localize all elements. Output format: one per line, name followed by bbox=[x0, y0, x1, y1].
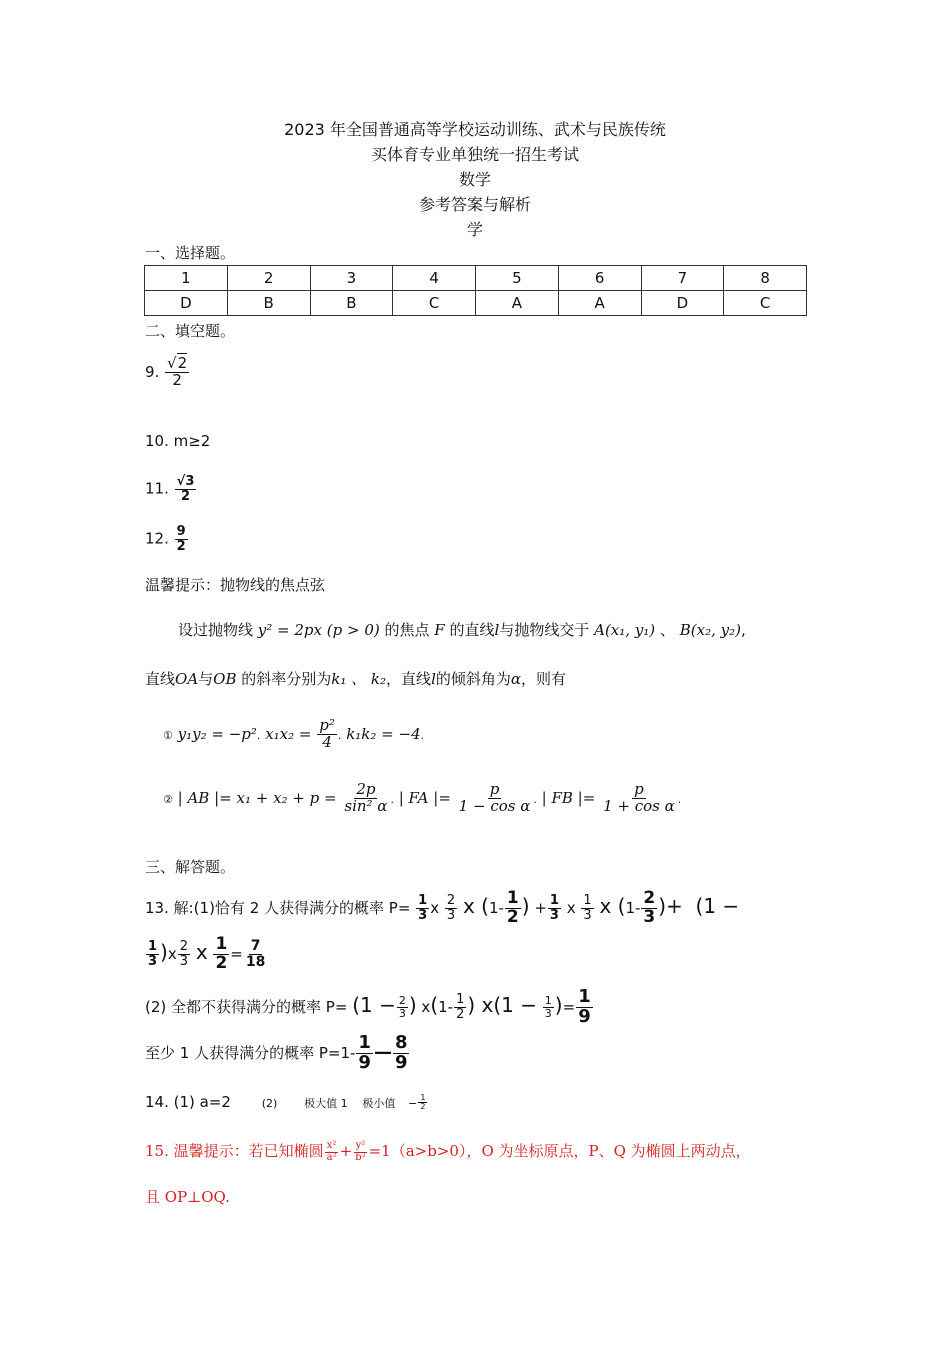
tip-line-l: l bbox=[431, 670, 436, 688]
q13-fraction bbox=[356, 1034, 373, 1073]
tip-alpha: α bbox=[510, 670, 522, 688]
table-cell: 5 bbox=[476, 266, 559, 291]
tip-formula: x₁x₂ = bbox=[265, 724, 312, 743]
q13-num: 1 bbox=[549, 893, 559, 909]
q13-text: 13. 解:(1)恰有 2 人获得满分的概率 P= bbox=[145, 898, 411, 917]
q14-min: 极小值 bbox=[362, 1097, 396, 1110]
tip-fraction bbox=[317, 718, 337, 751]
q13-text: (2) 全都不获得满分的概率 P= bbox=[145, 997, 348, 1016]
table-cell: 6 bbox=[558, 266, 641, 291]
tip-parabola-equation: y² = 2px (p > 0) bbox=[257, 621, 380, 639]
q13-den: 3 bbox=[148, 953, 158, 969]
answer-11 bbox=[145, 475, 197, 503]
answer-11-num: 3 bbox=[185, 474, 195, 489]
q14-max: 极大值 1 bbox=[304, 1097, 348, 1110]
header-line-2: 买体育专业单独统一招生考试 bbox=[370, 145, 579, 164]
q13-num: 2 bbox=[179, 939, 189, 955]
q14-part2: (2) bbox=[261, 1097, 278, 1110]
table-cell: D bbox=[641, 291, 724, 316]
table-cell: B bbox=[310, 291, 393, 316]
q13-den: 9 bbox=[578, 1005, 591, 1027]
tip-title: 温馨提示：抛物线的焦点弦 bbox=[145, 576, 326, 594]
q13-num: 1 bbox=[544, 994, 552, 1008]
q13-num: 1 bbox=[358, 1032, 371, 1053]
q13-part2: (2) 全都不获得满分的概率 P= (1 − $\frac{2}{3}$ ) x(1- $\frac{1}{2}$ ) x(1 − $\frac{1}{3}$ )= $\frac{1}{9}$ bbox=[145, 986, 591, 1027]
tip-ob: OB bbox=[213, 670, 237, 688]
q15-text: 15. 温馨提示：若已知椭圆 bbox=[145, 1142, 324, 1160]
q13-den: 3 bbox=[179, 953, 189, 969]
table-cell: 3 bbox=[310, 266, 393, 291]
q13-den: 3 bbox=[544, 1006, 552, 1020]
table-cell: C bbox=[724, 291, 807, 316]
tip-fraction-num: p² bbox=[319, 716, 335, 734]
q13-den: 3 bbox=[643, 906, 656, 927]
q14-min-sign: − bbox=[408, 1097, 418, 1110]
answer-9 bbox=[145, 356, 190, 389]
tip-text: 与 bbox=[198, 670, 214, 688]
q13-num: 2 bbox=[398, 994, 406, 1008]
q13-fraction bbox=[641, 890, 657, 927]
tip-text: 直线 bbox=[145, 670, 176, 688]
q13-den: 3 bbox=[398, 1006, 406, 1020]
q13-den: 3 bbox=[583, 907, 592, 923]
q13-num: 1 bbox=[506, 888, 519, 908]
tip-point-b: B(x₂, y₂) bbox=[679, 621, 741, 639]
tip-fraction bbox=[601, 782, 677, 815]
answer-11-label: 11. bbox=[145, 479, 169, 498]
tip-text: 的焦点 bbox=[384, 621, 430, 639]
tip-fraction-den: 1 − cos α bbox=[458, 796, 531, 815]
q13-fraction bbox=[543, 995, 554, 1019]
tip-text: , bbox=[740, 621, 746, 639]
answer-11-den: 2 bbox=[180, 488, 191, 504]
q13-num: 7 bbox=[250, 938, 261, 955]
tip-text: 的斜率分别为 bbox=[241, 670, 332, 688]
q13-num: 1 bbox=[578, 986, 591, 1007]
q13-den: 3 bbox=[446, 907, 456, 923]
tip-slopes: k₁ 、 k₂ bbox=[331, 670, 387, 688]
q13-num: 2 bbox=[446, 893, 456, 909]
tip-point-a: A(x₁, y₁) bbox=[594, 621, 656, 639]
q13-num: 1 bbox=[418, 893, 428, 909]
table-cell: 4 bbox=[393, 266, 476, 291]
q13-num: 2 bbox=[643, 888, 656, 908]
q13-den: 2 bbox=[456, 1006, 465, 1022]
tip-focus: F bbox=[434, 621, 445, 639]
q15-text: =1（a>b>0），O 为坐标原点，P、Q 为椭圆上两动点， bbox=[368, 1142, 751, 1160]
q13-fraction bbox=[393, 1034, 410, 1073]
tip-fraction bbox=[342, 782, 389, 815]
q13-den: 9 bbox=[394, 1051, 408, 1073]
table-cell: B bbox=[227, 291, 310, 316]
tip-fraction-num: p bbox=[489, 780, 500, 798]
q13-den: 3 bbox=[549, 907, 559, 923]
q13-fraction bbox=[178, 940, 190, 968]
answer-9-num: 2 bbox=[177, 354, 188, 372]
q13-fraction bbox=[397, 995, 408, 1019]
tip-fraction-num: p bbox=[634, 780, 644, 798]
tip-formula: | FA |= bbox=[398, 788, 451, 807]
q15-fraction bbox=[353, 1141, 367, 1163]
tip-text: 的倾斜角为 bbox=[435, 670, 511, 688]
header-line-5: 学 bbox=[466, 220, 483, 239]
q13-fraction bbox=[581, 894, 593, 922]
q13-fraction bbox=[416, 894, 429, 922]
tip-text: 与抛物线交于 bbox=[499, 621, 590, 639]
tip-text: 设过抛物线 bbox=[178, 621, 254, 639]
answer-12-label: 12. bbox=[145, 529, 169, 548]
q13-den: 2 bbox=[215, 952, 228, 973]
q13-den: 9 bbox=[358, 1051, 371, 1073]
tip-formula-2: ② | AB |= x₁ + x₂ + p = $\frac{2p}{\text{sin² α}}$ . | FA |= $\frac{p}{\text{1 − cos α}}$ . | FB |= $\frac{p}{\text{1 + cos α}}$ . bbox=[163, 780, 682, 815]
q13-fraction bbox=[548, 894, 561, 922]
tip-mark: ① bbox=[163, 728, 173, 742]
q15-line-1: 15. 温馨提示：若已知椭圆 $\frac{\text{x²}}{\text{a²}}$ + $\frac{\text{y²}}{\text{b²}}$ =1（a>b>0），O 为坐标原点，P、Q 为椭圆上两动点， bbox=[145, 1140, 751, 1163]
q14-text: 14. (1) a=2 bbox=[145, 1093, 231, 1111]
q15-num: y² bbox=[355, 1140, 366, 1151]
q13-fraction bbox=[454, 993, 466, 1021]
q15-num: x² bbox=[326, 1140, 337, 1151]
q13-num: 8 bbox=[394, 1032, 408, 1053]
tip-oa: OA bbox=[175, 670, 199, 688]
table-row-answers bbox=[145, 291, 807, 316]
table-cell: D bbox=[145, 291, 228, 316]
tip-text: ，则有 bbox=[521, 670, 567, 688]
q13-result-fraction bbox=[576, 988, 593, 1027]
tip-formula: | FB |= bbox=[541, 788, 596, 807]
q14 bbox=[145, 1093, 428, 1111]
q13-result-fraction bbox=[244, 939, 267, 969]
table-cell: A bbox=[476, 291, 559, 316]
tip-text: 的直线 bbox=[449, 621, 495, 639]
tip-formula: y₁y₂ = −p² bbox=[177, 724, 257, 743]
header-line-1: 2023 年全国普通高等学校运动训练、武术与民族传统 bbox=[284, 120, 666, 139]
section-solve: 三、解答题。 bbox=[145, 858, 236, 876]
tip-fraction-den: sin² α bbox=[344, 796, 388, 815]
q13-fraction bbox=[505, 890, 521, 927]
tip-fraction bbox=[457, 782, 533, 815]
tip-fraction-num: 2p bbox=[356, 780, 376, 798]
answer-12-num: 9 bbox=[176, 524, 186, 539]
table-cell: C bbox=[393, 291, 476, 316]
q14-den: 2 bbox=[420, 1102, 426, 1111]
table-cell: 2 bbox=[227, 266, 310, 291]
q13-part1: 13. 解:(1)恰有 2 人获得满分的概率 P= $\frac{1}{3}$ x $\frac{2}{3}$ x (1- $\frac{1}{2}$ ) + $\frac{1}{3}$ x $\frac{1}{3}$ x (1- $\frac{2}{3}$ )+ (1 − bbox=[145, 888, 740, 927]
q13-den: 3 bbox=[418, 907, 428, 923]
answer-12-fraction bbox=[175, 525, 188, 553]
section-choice: 一、选择题。 bbox=[145, 244, 236, 262]
table-cell: A bbox=[558, 291, 641, 316]
tip-mark: ② bbox=[163, 792, 173, 806]
table-cell: 1 bbox=[145, 266, 228, 291]
q13-num: 1 bbox=[148, 939, 158, 955]
section-fill: 二、填空题。 bbox=[145, 322, 236, 340]
tip-formula: k₁k₂ = −4 bbox=[346, 724, 421, 743]
tip-text: 、 bbox=[659, 621, 675, 639]
q14-num: 1 bbox=[420, 1092, 426, 1102]
q15-den: b² bbox=[355, 1151, 366, 1163]
tip-fraction-den: 4 bbox=[322, 732, 332, 751]
tip-line-1 bbox=[178, 619, 746, 640]
tip-line-2 bbox=[145, 668, 566, 689]
answer-9-label: 9. bbox=[145, 362, 160, 381]
q14-min-fraction bbox=[418, 1094, 427, 1112]
q13-part3: 至少 1 人获得满分的概率 P=1- $\frac{1}{9}$ — $\frac{8}{9}$ bbox=[145, 1032, 408, 1073]
q13-den: 18 bbox=[245, 953, 266, 970]
q13-part1-cont: $\frac{1}{3}$ )x $\frac{2}{3}$ x $\frac{1}{2}$ = $\frac{7}{18}$ bbox=[148, 934, 266, 973]
answer-9-den: 2 bbox=[172, 370, 182, 389]
tip-line-l: l bbox=[494, 621, 500, 639]
tip-formula-1: ① y₁y₂ = −p². x₁x₂ = $\frac{\text{p²}}{4}$ . k₁k₂ = −4. bbox=[163, 716, 425, 751]
q15-fraction bbox=[325, 1141, 339, 1163]
answer-12 bbox=[145, 525, 189, 553]
tip-text: ，直线 bbox=[386, 670, 432, 688]
choice-answer-table bbox=[144, 265, 807, 316]
q15-den: a² bbox=[326, 1151, 337, 1163]
q13-fraction bbox=[445, 894, 457, 922]
q13-num: 1 bbox=[583, 893, 592, 909]
q13-fraction bbox=[213, 936, 229, 973]
answer-10: 10. m≥2 bbox=[145, 432, 211, 450]
answer-12-den: 2 bbox=[176, 538, 186, 554]
q13-num: 1 bbox=[215, 934, 228, 954]
q13-num: 1 bbox=[456, 992, 465, 1008]
answer-9-fraction: $\frac{√2}{2}$ bbox=[167, 354, 188, 389]
q13-fraction bbox=[146, 940, 159, 968]
header-line-3: 数学 bbox=[458, 170, 491, 189]
q13-text: 至少 1 人获得满分的概率 P=1- bbox=[145, 1043, 356, 1062]
tip-formula: | AB |= x₁ + x₂ + p = bbox=[177, 788, 337, 807]
tip-fraction-den: 1 + cos α bbox=[603, 796, 675, 815]
table-row-numbers bbox=[145, 266, 807, 291]
table-cell: 7 bbox=[641, 266, 724, 291]
q13-den: 2 bbox=[506, 906, 519, 927]
answer-11-fraction: $\frac{√3}{2}$ bbox=[176, 474, 195, 504]
header-line-4: 参考答案与解析 bbox=[418, 195, 531, 214]
table-cell: 8 bbox=[724, 266, 807, 291]
q15-line-2: 且 OP⊥OQ. bbox=[145, 1188, 230, 1206]
